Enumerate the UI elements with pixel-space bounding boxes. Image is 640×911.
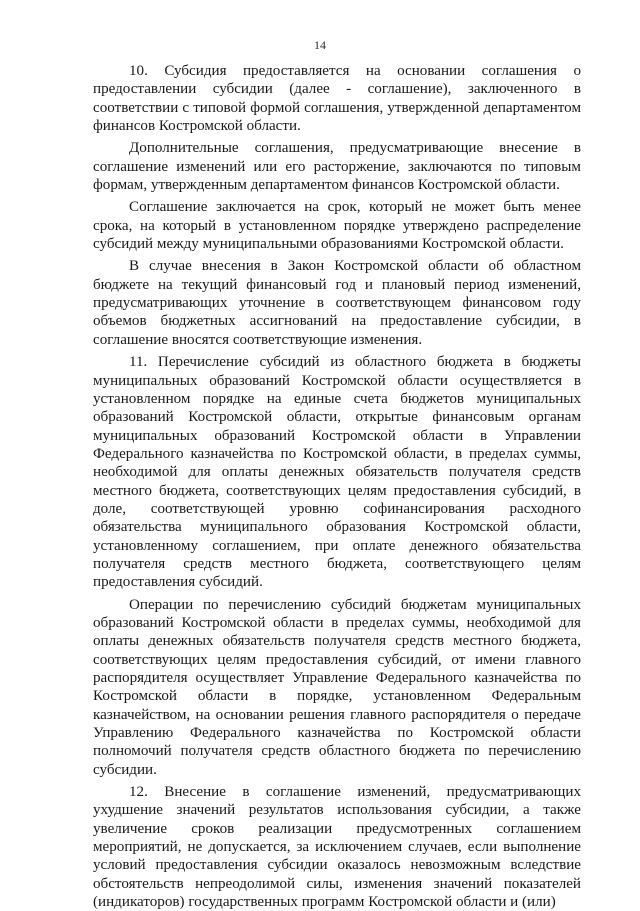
document-body [93, 62, 581, 911]
paragraph-10: 10. Субсидия предоставляется на основании соглашения о предоставлении субсидии (далее - соглашение), заключенного в соответствии с типовой формой соглашения, утвержденной департаментом финансов Костромской области. [93, 63, 581, 135]
paragraph-11: 11. Перечисление субсидий из областного бюджета в бюджеты муниципальных образований Костромской области осуществляется в установленном порядке на единые счета бюджетов муниципальных образований Костромской области, открытые финансовым органам муниципальных образований Костромской области в Управлении Федерального казначейства по Костромской области, в пределах суммы, необходимой для оплаты денежных обязательств получателя средств местного бюджета, соответствующих целям предоставления субсидий, в доле, соответствующей уровню софинансирования расходного обязательства муниципального образования Костромской области, установленному соглашением, при оплате денежного обязательства получателя средств местного бюджета, соответствующего целям предоставления субсидий. [93, 354, 581, 591]
paragraph-law-amendments: В случае внесения в Закон Костромской области об областном бюджете на текущий финансовый год и плановый период изменений, предусматривающих уточнение в соответствующем финансовом году объемов бюджетных ассигнований на предоставление субсидии, в соглашение вносятся соответствующие изменения. [93, 258, 581, 348]
paragraph-12: 12. Внесение в соглашение изменений, предусматривающих ухудшение значений результатов использования субсидии, а также увеличение сроков реализации предусмотренных соглашением мероприятий, не допускается, за исключением случаев, если выполнение условий предоставления субсидии оказалось невозможным вследствие обстоятельств непреодолимой силы, изменения значений показателей (индикаторов) государственных программ Костромской области и (или) [93, 784, 581, 911]
paragraph-agreement-term: Соглашение заключается на срок, который не может быть менее срока, на который в установленном порядке утверждено распределение субсидий между муниципальными образованиями Костромской области. [93, 199, 581, 253]
paragraph-additional-agreements: Дополнительные соглашения, предусматривающие внесение в соглашение изменений или его расторжение, заключаются по типовым формам, утвержденным департаментом финансов Костромской области. [93, 140, 581, 194]
page-number: 14 [314, 38, 326, 52]
paragraph-transfer-operations: Операции по перечислению субсидий бюджетам муниципальных образований Костромской области в пределах суммы, необходимой для оплаты денежных обязательств получателя средств местного бюджета, соответствующих целям предоставления субсидий, от имени главного распорядителя осуществляет Управление Федерального казначейства по Костромской области в порядке, установленном Федеральным казначейством, на основании решения главного распорядителя о передаче Управлению Федерального казначейства по Костромской области полномочий получателя средств областного бюджета по перечислению субсидии. [93, 596, 581, 778]
